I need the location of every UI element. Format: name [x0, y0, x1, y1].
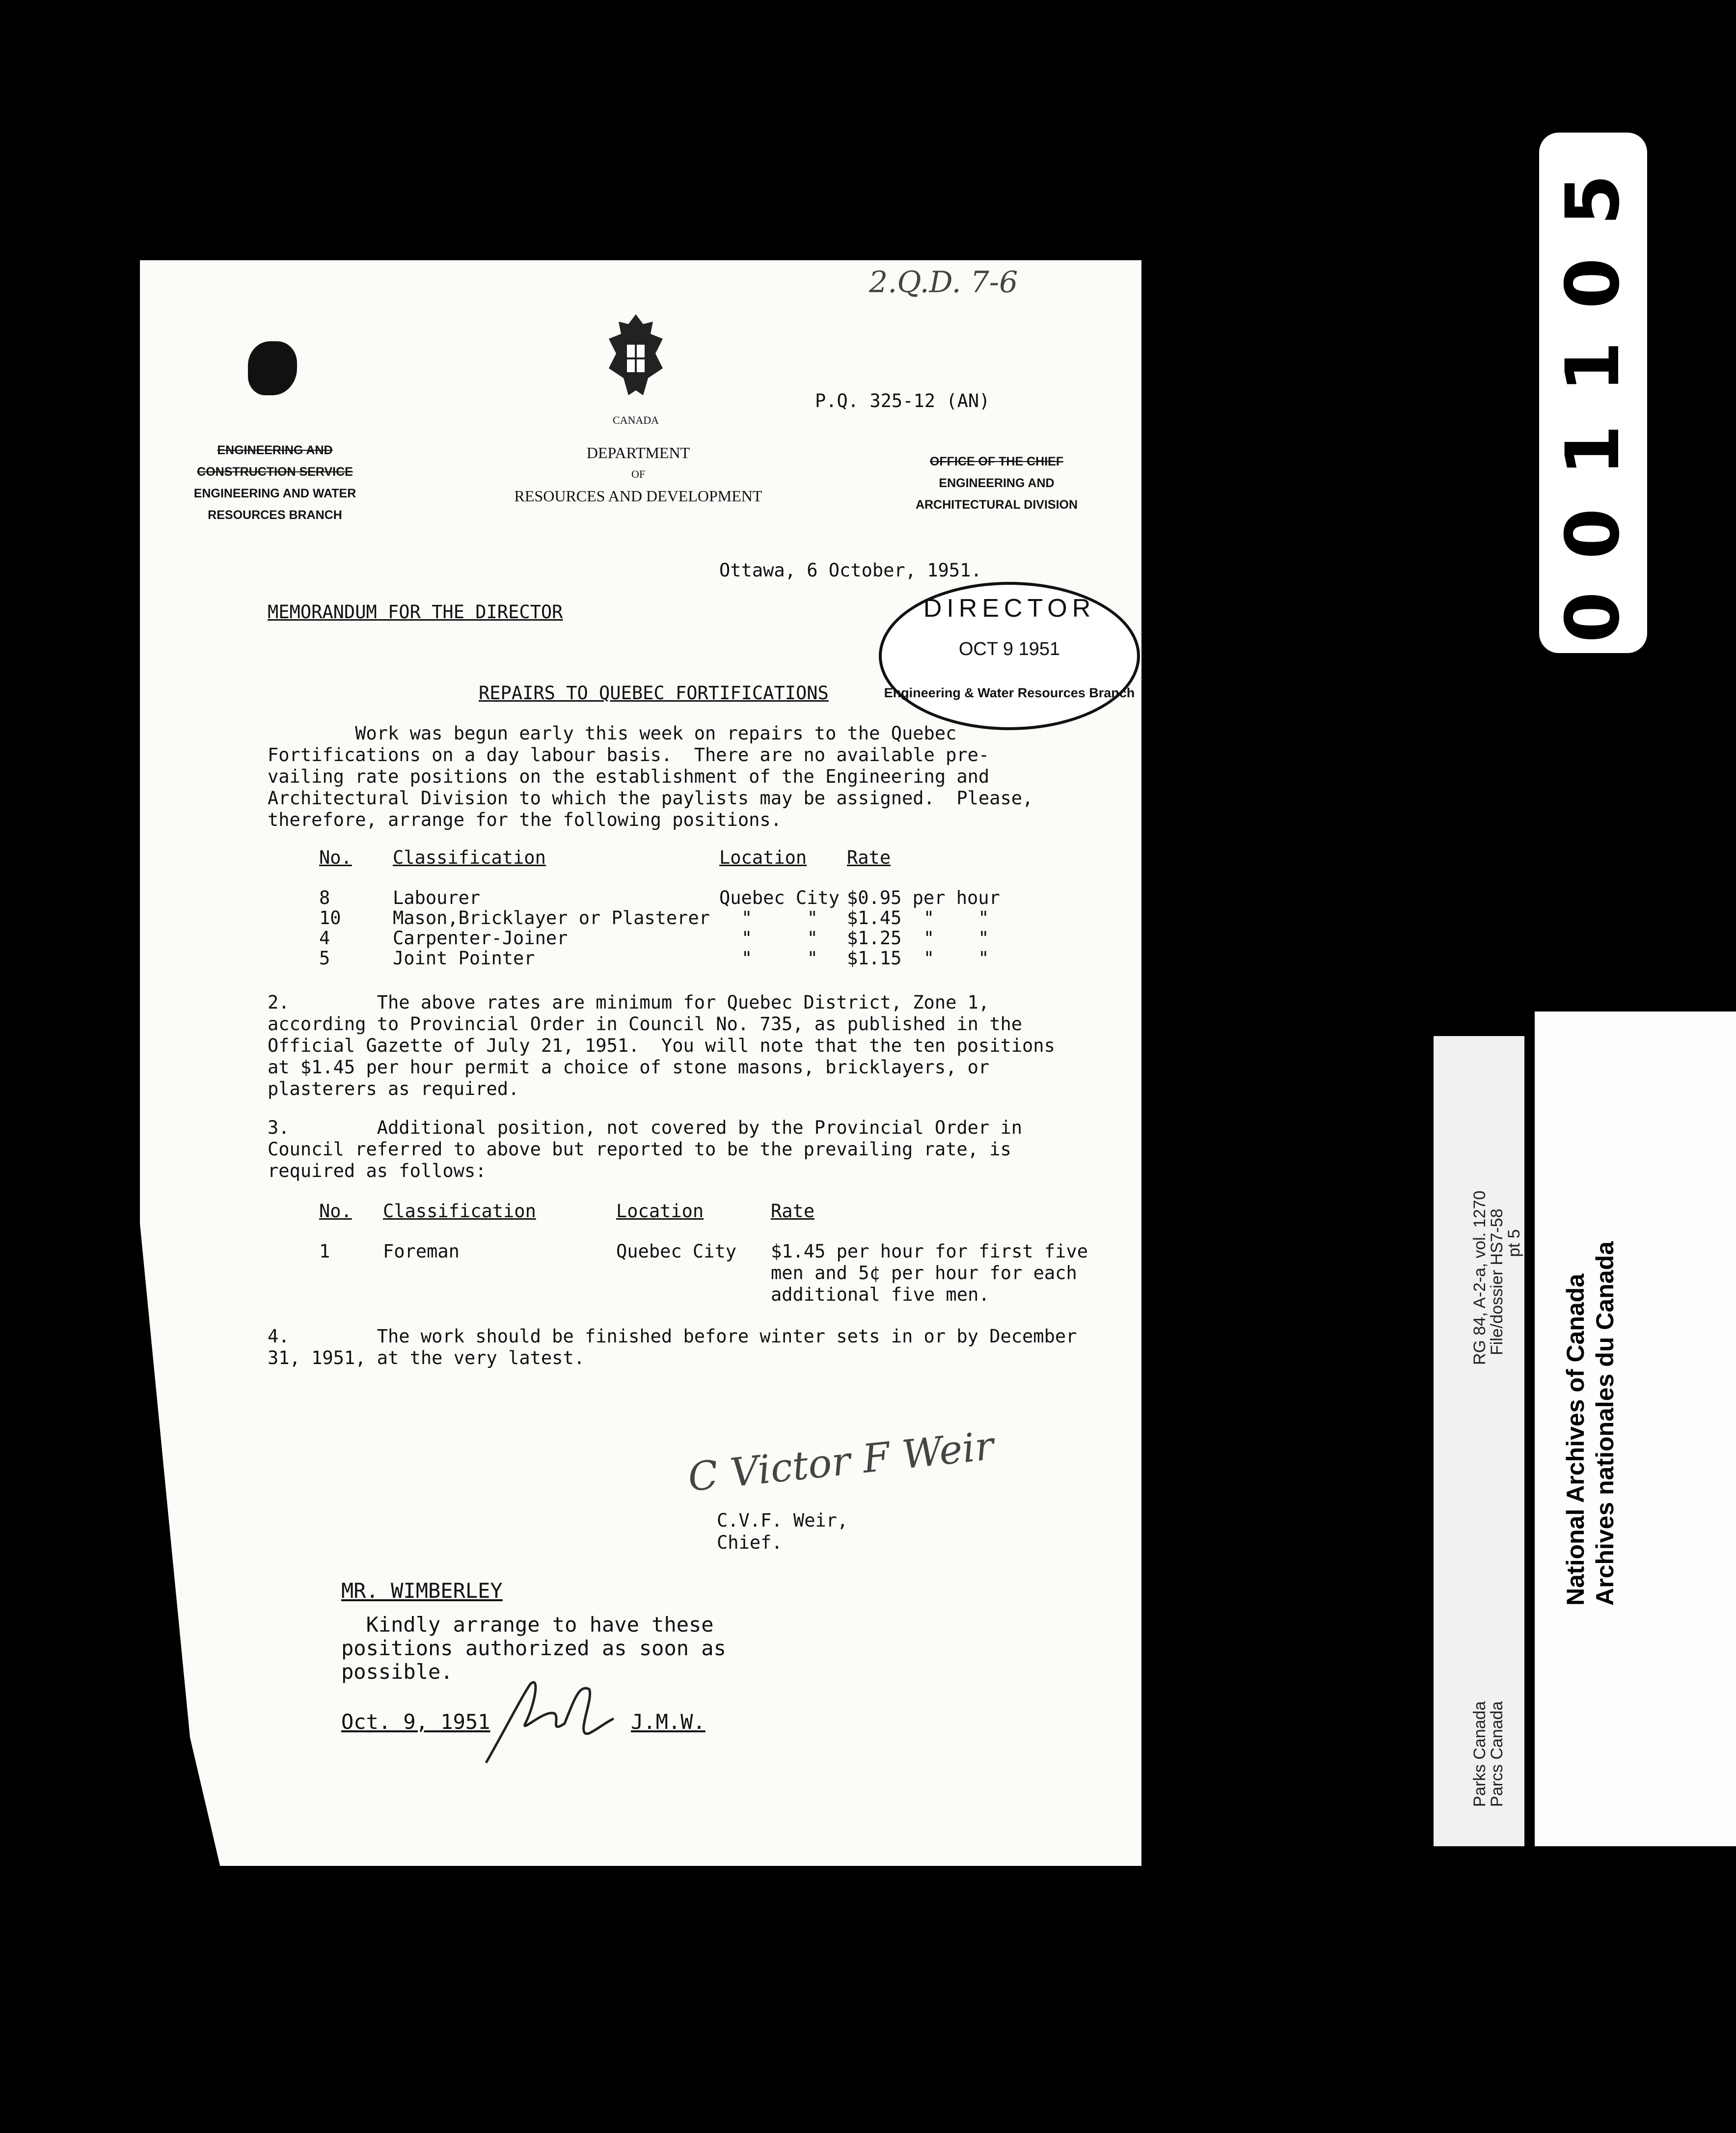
frame-digit: 1 — [1550, 424, 1636, 476]
table-cell: " " — [741, 907, 818, 929]
table-cell: " " — [741, 948, 818, 969]
archive-name-en: National Archives of Canada — [1562, 1273, 1589, 1606]
frame-digit: 0 — [1550, 591, 1636, 643]
text-line: 31, 1951, at the very latest. — [268, 1347, 585, 1368]
table-header: Location — [616, 1201, 704, 1222]
paragraph-3 — [268, 1117, 1022, 1182]
foreman-table — [319, 1201, 1105, 1309]
struck-text: OFFICE OF THE CHIEF — [929, 455, 1064, 468]
date-line: Ottawa, 6 October, 1951. — [719, 560, 982, 581]
division-name: ENGINEERING AND — [939, 476, 1055, 490]
table-header: Classification — [393, 847, 546, 868]
table-cell: 10 — [319, 907, 341, 929]
file-number: P.Q. 325-12 (AN) — [815, 390, 990, 411]
department-line: OF — [631, 468, 646, 480]
stamp-branch: Engineering & Water Resources Branch — [884, 685, 1135, 700]
archive-agency-en: Parks Canada — [1470, 1701, 1489, 1807]
text-line: possible. — [341, 1660, 453, 1684]
table-cell: Quebec City — [719, 887, 840, 908]
note-initials: J.M.W. — [631, 1710, 705, 1734]
text-line: Council referred to above but reported to be the prevailing rate, is — [268, 1139, 1011, 1160]
table-cell: Quebec City — [616, 1241, 737, 1262]
department-line: RESOURCES AND DEVELOPMENT — [514, 487, 762, 505]
table-cell: $0.95 per hour — [847, 887, 1000, 908]
table-cell: $1.45 per hour for first five men and 5¢ per hour for each additional five men. — [771, 1241, 1088, 1305]
subject-line: REPAIRS TO QUEBEC FORTIFICATIONS — [479, 683, 829, 704]
table-cell: Joint Pointer — [393, 948, 535, 969]
department-heading — [491, 442, 786, 507]
note-date: Oct. 9, 1951 — [341, 1710, 490, 1734]
branch-name: ENGINEERING AND WATER — [193, 487, 356, 500]
handwritten-signature: C Victor F Weir — [685, 1422, 996, 1501]
division-name: ARCHITECTURAL DIVISION — [915, 498, 1078, 512]
text-line: Architectural Division to which the paylists may be assigned. Please, — [268, 788, 1033, 809]
initials-scribble-icon — [476, 1669, 638, 1768]
memo-recipient: MEMORANDUM FOR THE DIRECTOR — [268, 602, 563, 623]
archive-file: File/dossier HS7-58 — [1488, 1208, 1506, 1355]
ink-blot — [248, 341, 297, 395]
text-line: positions authorized as soon as — [341, 1636, 726, 1660]
archive-name-fr: Archives nationales du Canada — [1591, 1241, 1619, 1606]
archive-reference: RG 84, A-2-a, vol. 1270 — [1470, 1190, 1489, 1365]
signatory-name: C.V.F. Weir, — [717, 1510, 848, 1531]
table-cell: 4 — [319, 928, 330, 949]
text-line: Fortifications on a day labour basis. There are no available pre- — [268, 744, 990, 766]
table-header: Rate — [771, 1201, 815, 1222]
canada-label: CANADA — [612, 414, 659, 426]
frame-digit: 0 — [1550, 508, 1636, 560]
director-received-stamp — [879, 582, 1140, 730]
frame-digit: 0 — [1550, 257, 1636, 309]
archive-part: pt 5 — [1505, 1229, 1523, 1257]
table-header: Classification — [383, 1201, 536, 1222]
text-line: required as follows: — [268, 1160, 487, 1181]
archive-agency-fr: Parcs Canada — [1488, 1701, 1506, 1807]
text-line: therefore, arrange for the following positions. — [268, 809, 782, 830]
text-line: Work was begun early this week on repairs to the Quebec — [268, 723, 957, 744]
frame-digit: 5 — [1550, 174, 1636, 226]
signatory-title: Chief. — [717, 1532, 783, 1553]
table-header: Location — [719, 847, 807, 868]
table-cell: $1.45 " " — [847, 907, 989, 929]
text-line: at $1.45 per hour permit a choice of stone masons, bricklayers, or — [268, 1057, 990, 1078]
branch-name: RESOURCES BRANCH — [208, 508, 342, 522]
text-line: 4. The work should be finished before winter sets in or by December — [268, 1326, 1077, 1347]
text-line: plasterers as required. — [268, 1078, 519, 1099]
table-header: No. — [319, 1201, 352, 1222]
positions-table — [319, 847, 1056, 975]
routing-note — [341, 1579, 726, 1684]
table-header: Rate — [847, 847, 891, 868]
text-line: vailing rate positions on the establishment of the Engineering and — [268, 766, 990, 787]
paragraph-1 — [268, 723, 1033, 831]
coat-of-arms-icon — [599, 309, 673, 408]
stamp-title: DIRECTOR — [923, 594, 1096, 623]
frame-number-strip — [1539, 133, 1647, 653]
table-cell: $1.15 " " — [847, 948, 989, 969]
left-branch-block — [177, 439, 373, 526]
text-line: Official Gazette of July 21, 1951. You will note that the ten positions — [268, 1035, 1055, 1056]
table-cell: 1 — [319, 1241, 330, 1262]
table-cell: Mason,Bricklayer or Plasterer — [393, 907, 710, 929]
handwritten-reference: 2.Q.D. 7-6 — [869, 265, 1018, 300]
paragraph-4 — [268, 1326, 1077, 1369]
struck-text: CONSTRUCTION SERVICE — [197, 465, 353, 479]
struck-text: ENGINEERING AND — [217, 443, 333, 457]
table-cell: 5 — [319, 948, 330, 969]
table-header: No. — [319, 847, 352, 868]
paragraph-2 — [268, 992, 1055, 1100]
stamp-date: OCT 9 1951 — [958, 639, 1060, 659]
text-line: 2. The above rates are minimum for Quebec District, Zone 1, — [268, 992, 990, 1013]
table-cell: " " — [741, 928, 818, 949]
note-recipient: MR. WIMBERLEY — [341, 1579, 503, 1603]
table-cell: $1.25 " " — [847, 928, 989, 949]
text-line: 3. Additional position, not covered by the Provincial Order in — [268, 1117, 1023, 1138]
frame-digit: 1 — [1550, 341, 1636, 393]
text-line: Kindly arrange to have these — [341, 1613, 714, 1637]
table-cell: Labourer — [393, 887, 481, 908]
table-cell: Carpenter-Joiner — [393, 928, 568, 949]
text-line: according to Provincial Order in Council No. 735, as published in the — [268, 1013, 1023, 1035]
department-line: DEPARTMENT — [586, 444, 690, 462]
right-division-block — [903, 451, 1090, 516]
table-cell: 8 — [319, 887, 330, 908]
table-cell: Foreman — [383, 1241, 460, 1262]
